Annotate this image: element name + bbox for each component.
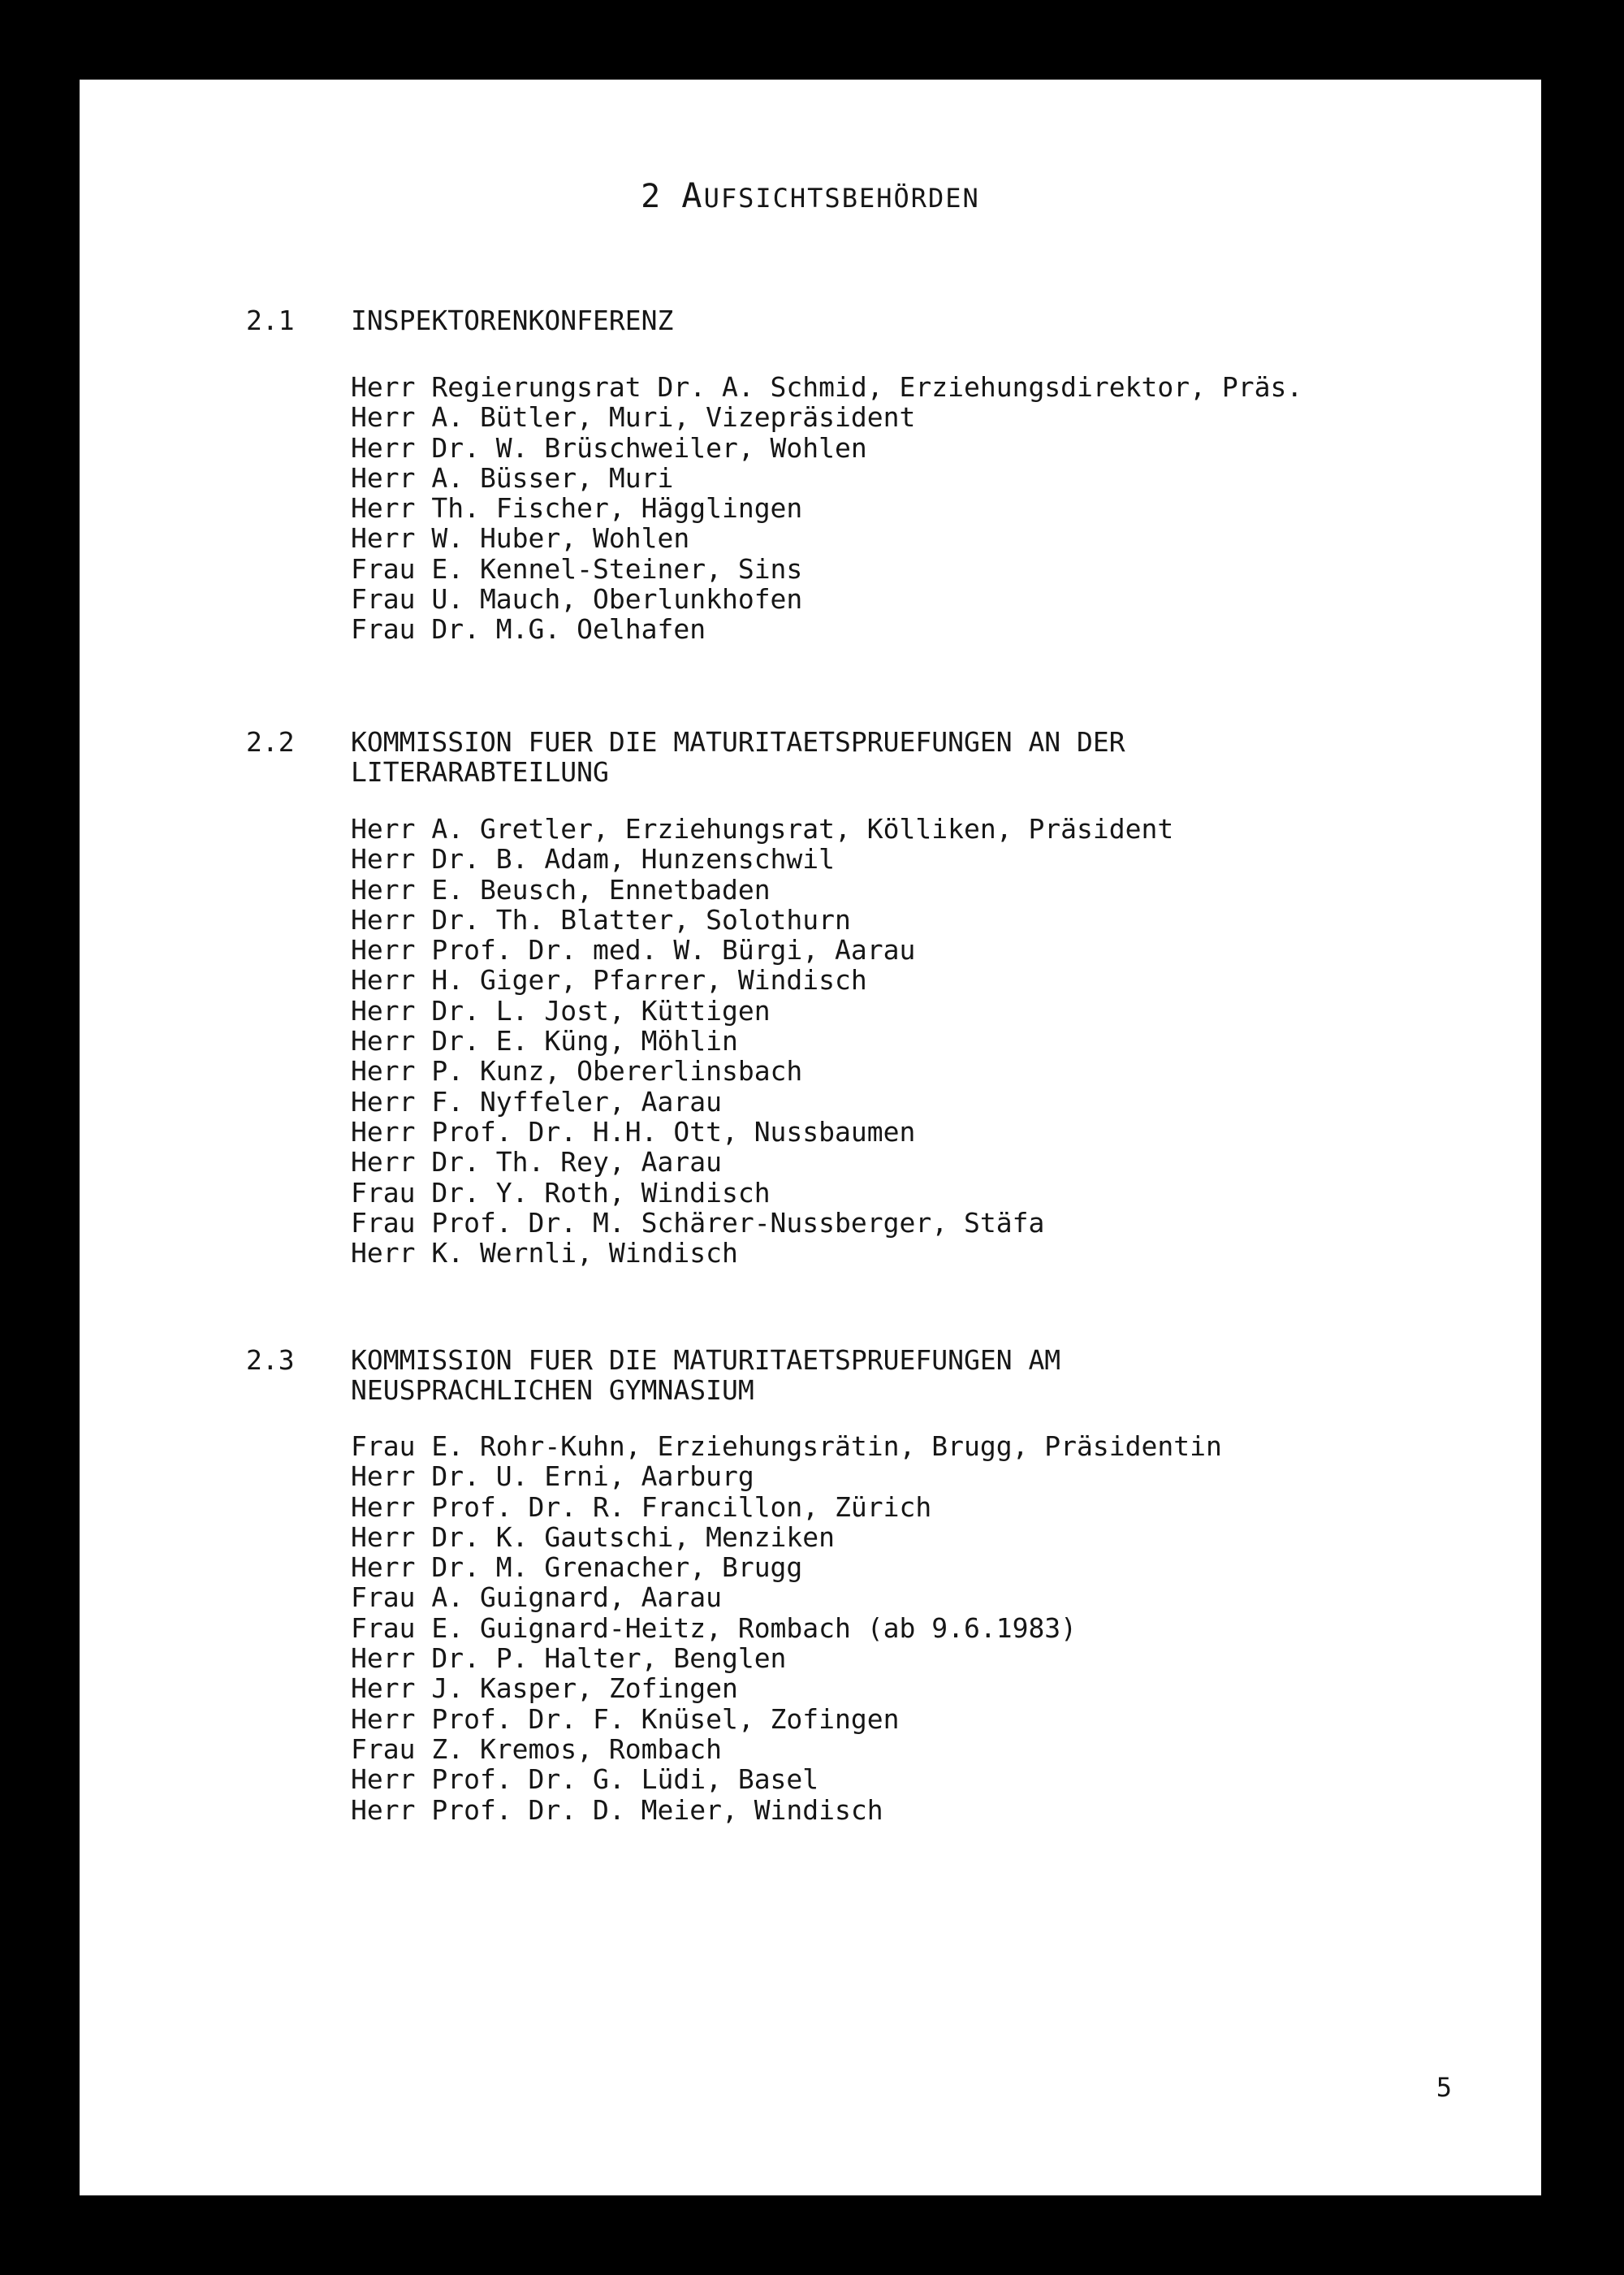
list-item: Frau E. Rohr-Kuhn, Erziehungsrätin, Brugg, Präsidentin (351, 1430, 1222, 1462)
list-item: Herr W. Huber, Wohlen (351, 522, 690, 555)
list-item: Herr Prof. Dr. H.H. Ott, Nussbaumen (351, 1115, 916, 1148)
chapter-title (80, 175, 1541, 215)
section-number: 2.3 (246, 1344, 295, 1376)
list-item: Frau Dr. M.G. Oelhafen (351, 613, 706, 646)
section-heading: KOMMISSION FUER DIE MATURITAETSPRUEFUNGEN AN DER LITERARABTEILUNG (351, 726, 1125, 788)
section-number: 2.1 (246, 305, 295, 336)
list-item: Frau Z. Kremos, Rombach (351, 1732, 722, 1765)
list-item: Herr Regierungsrat Dr. A. Schmid, Erziehungsdirektor, Präs. (351, 371, 1303, 403)
list-item: Herr Dr. L. Jost, Küttigen (351, 994, 771, 1027)
list-item: Herr J. Kasper, Zofingen (351, 1672, 738, 1705)
list-item: Herr Dr. Th. Rey, Aarau (351, 1146, 722, 1179)
list-item: Herr Dr. M. Grenacher, Brugg (351, 1551, 803, 1584)
list-item: Herr E. Beusch, Ennetbaden (351, 873, 771, 906)
list-item: Frau U. Mauch, Oberlunkhofen (351, 583, 803, 616)
list-item: Frau E. Kennel-Steiner, Sins (351, 552, 803, 585)
list-item: Herr Prof. Dr. med. W. Bürgi, Aarau (351, 934, 916, 967)
list-item: Herr Dr. W. Brüschweiler, Wohlen (351, 431, 867, 464)
list-item: Frau E. Guignard-Heitz, Rombach (ab 9.6.1983) (351, 1611, 1078, 1644)
list-item: Herr Dr. K. Gautschi, Menziken (351, 1520, 836, 1553)
chapter-number: 2 (641, 178, 663, 215)
list-item: Herr Dr. Th. Blatter, Solothurn (351, 903, 851, 936)
list-item: Herr Prof. Dr. D. Meier, Windisch (351, 1793, 883, 1826)
section-heading: KOMMISSION FUER DIE MATURITAETSPRUEFUNGEN AM NEUSPRACHLICHEN GYMNASIUM (351, 1344, 1061, 1406)
list-item: Herr F. Nyffeler, Aarau (351, 1085, 722, 1118)
list-item: Herr A. Büsser, Muri (351, 461, 674, 494)
list-item: Herr Th. Fischer, Hägglingen (351, 492, 803, 525)
member-list (351, 814, 1173, 1268)
list-item: Frau Dr. Y. Roth, Windisch (351, 1176, 771, 1209)
list-item: Herr Prof. Dr. G. Lüdi, Basel (351, 1763, 819, 1796)
document-page (80, 80, 1541, 2195)
chapter-title-initial: A (681, 175, 704, 215)
page-number: 5 (1436, 2072, 1452, 2103)
list-item: Herr K. Wernli, Windisch (351, 1237, 738, 1269)
section-number: 2.2 (246, 726, 295, 758)
chapter-title-rest: UFSICHTSBEHÖRDEN (703, 183, 980, 214)
list-item: Herr Dr. U. Erni, Aarburg (351, 1460, 754, 1493)
list-item: Herr A. Bütler, Muri, Vizepräsident (351, 401, 916, 434)
list-item: Frau A. Guignard, Aarau (351, 1581, 722, 1614)
member-list (351, 1431, 1222, 1825)
section-heading: INSPEKTORENKONFERENZ (351, 305, 674, 336)
list-item: Herr Dr. B. Adam, Hunzenschwil (351, 843, 836, 876)
list-item: Herr A. Gretler, Erziehungsrat, Kölliken, Präsident (351, 813, 1174, 845)
list-item: Herr Prof. Dr. F. Knüsel, Zofingen (351, 1702, 900, 1735)
list-item: Herr H. Giger, Pfarrer, Windisch (351, 964, 867, 997)
list-item: Herr Dr. P. Halter, Benglen (351, 1642, 787, 1675)
list-item: Herr Dr. E. Küng, Möhlin (351, 1025, 738, 1057)
list-item: Herr Prof. Dr. R. Francillon, Zürich (351, 1490, 932, 1523)
list-item: Herr P. Kunz, Obererlinsbach (351, 1055, 803, 1088)
member-list (351, 372, 1302, 645)
list-item: Frau Prof. Dr. M. Schärer-Nussberger, Stäfa (351, 1206, 1045, 1239)
